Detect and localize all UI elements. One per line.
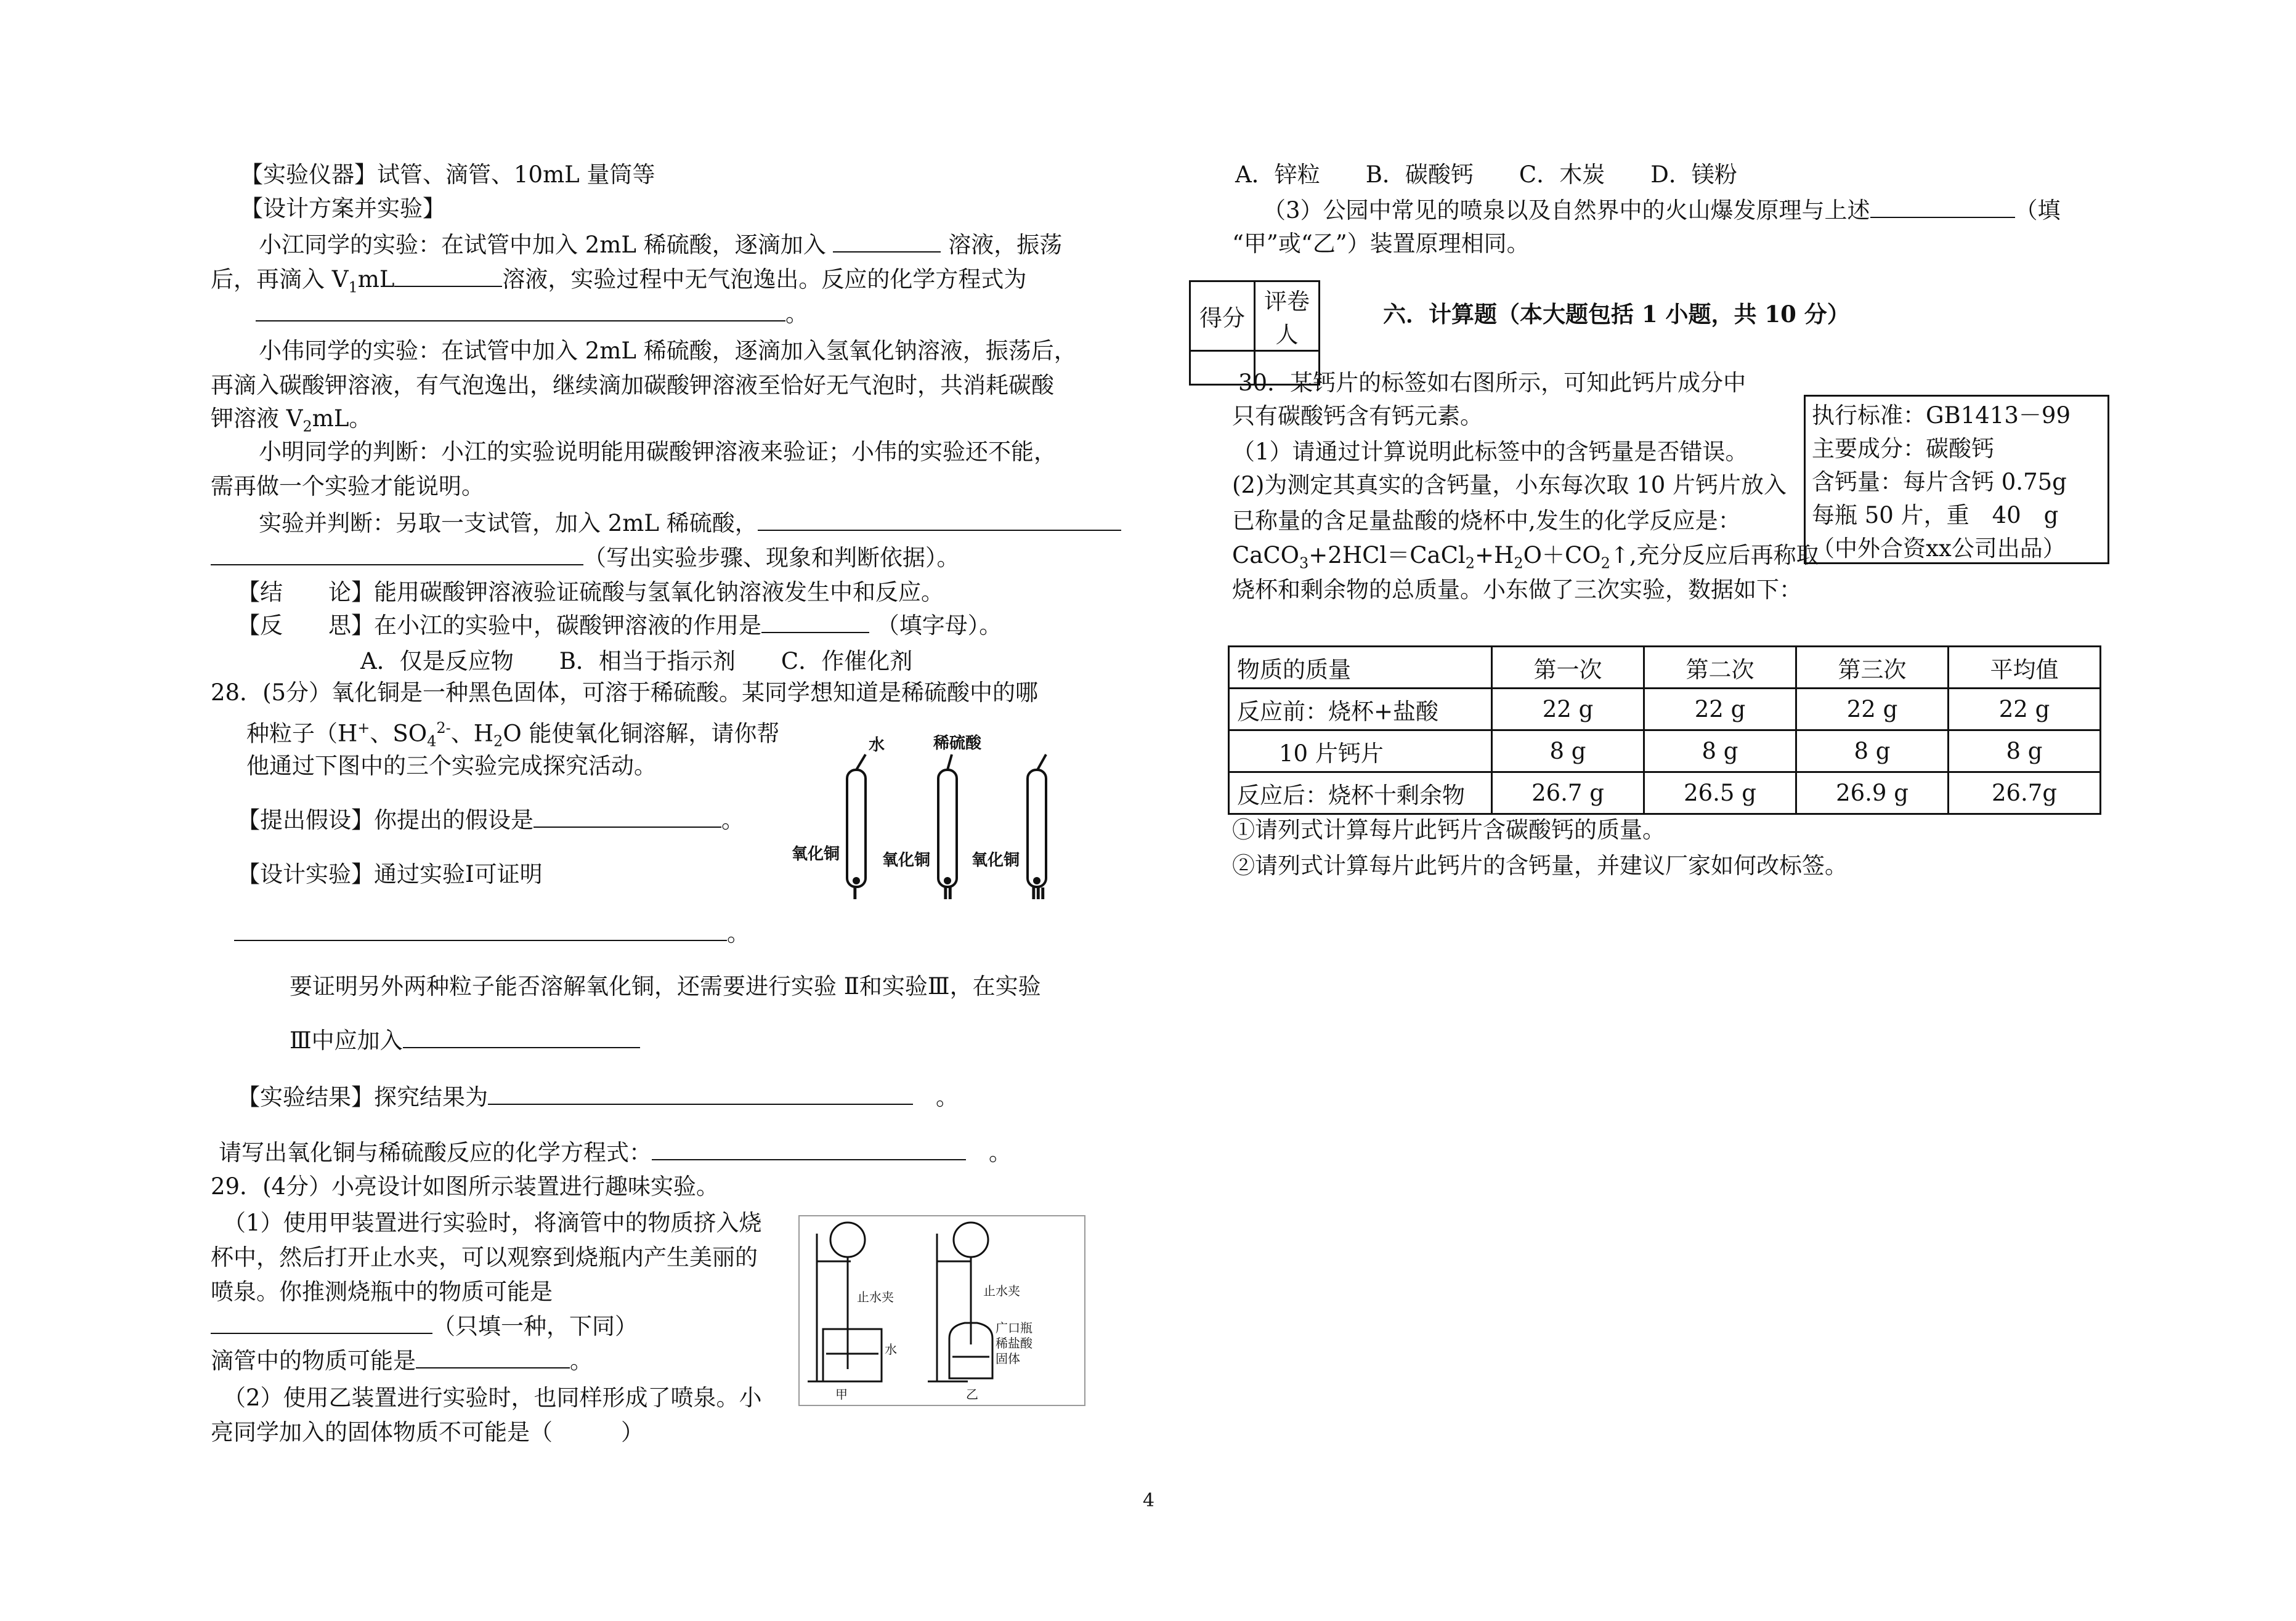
cuo-solid-1 — [853, 877, 860, 884]
calcium-label-box — [1804, 395, 2109, 564]
table-cell: 8 g — [1492, 730, 1644, 772]
exp3-line: Ⅲ中应加入 — [290, 1027, 640, 1054]
test-tube-3 — [1028, 770, 1046, 887]
design-exp-line: 【设计实验】通过实验Ⅰ可证明 — [237, 861, 543, 887]
label-cuo-1: 氧化铜 — [792, 845, 840, 863]
q30-line-3: （1）请通过计算说明此标签中的含钙量是否错误。 — [1232, 439, 1748, 465]
xiaowei-line-1: 小伟同学的实验：在试管中加入 2mL 稀硫酸，逐滴加入氢氧化钠溶液，振荡后， — [259, 338, 1077, 364]
cuo-solid-3 — [1033, 877, 1041, 884]
conclusion-line: 【结 论】能用碳酸钾溶液验证硫酸与氢氧化钠溶液发生中和反应。 — [237, 579, 944, 605]
q29-1-line-2: 杯中，然后打开止水夹，可以观察到烧瓶内产生美丽的 — [211, 1244, 758, 1271]
q29-options: A．锌粒 B．碳酸钙 C．木炭 D．镁粉 — [1235, 161, 1737, 188]
test-tube-1 — [847, 770, 866, 887]
result-line: 【实验结果】探究结果为 。 — [237, 1084, 959, 1110]
table-row — [1229, 730, 2101, 772]
table-cell: 22 g — [1644, 689, 1796, 730]
q30-line-2: 只有碳酸钙含有钙元素。 — [1232, 403, 1483, 429]
table-cell: 26.5 g — [1644, 772, 1796, 814]
answer-blank[interactable] — [533, 807, 721, 828]
label-standard: 执行标准：GB1413－99 — [1812, 402, 2071, 429]
arrow-3 — [1037, 754, 1046, 770]
answer-blank[interactable] — [758, 510, 1121, 531]
label-maker: （中外合资xx公司出品） — [1812, 535, 2066, 562]
test-tube-2 — [938, 770, 957, 887]
label-quantity: 每瓶 50 片，重 40 g — [1812, 502, 2059, 528]
answer-blank[interactable] — [416, 1348, 570, 1368]
table-cell: 反应前：烧杯+盐酸 — [1229, 689, 1492, 730]
xiaoming-line-1: 小明同学的判断：小江的实验说明能用碳酸钾溶液来验证；小伟的实验还不能， — [259, 439, 1057, 465]
table-header: 第二次 — [1644, 647, 1796, 689]
label-acid: 稀硫酸 — [933, 734, 982, 753]
page-number: 4 — [1143, 1490, 1155, 1511]
table-cell: 10 片钙片 — [1229, 730, 1492, 772]
answer-blank[interactable] — [403, 1027, 640, 1048]
design-exp-answer: 。 — [234, 920, 750, 947]
q29-1-line-1: （1）使用甲装置进行实验时，将滴管中的物质挤入烧 — [223, 1210, 762, 1236]
hypothesis-line: 【提出假设】你提出的假设是 。 — [237, 807, 744, 833]
table-header: 第一次 — [1492, 647, 1644, 689]
answer-blank[interactable] — [256, 301, 785, 321]
label-ingredient: 主要成分：碳酸钙 — [1812, 435, 1994, 462]
arrow-water — [856, 754, 866, 770]
answer-blank[interactable] — [234, 920, 727, 941]
answer-blank[interactable] — [394, 266, 502, 287]
fountain-apparatus-figure — [798, 1215, 1085, 1406]
q28-line-1: 28．(5分）氧化铜是一种黑色固体，可溶于稀硫酸。某同学想知道是稀硫酸中的哪 — [211, 679, 1039, 706]
answer-blank[interactable] — [1870, 197, 2015, 218]
answer-blank[interactable] — [652, 1139, 966, 1160]
label-exp-3: Ⅲ — [1031, 885, 1046, 899]
label-bottle: 广口瓶 — [996, 1320, 1032, 1335]
table-header-row — [1229, 647, 2101, 689]
label-jia: 甲 — [835, 1387, 848, 1402]
xiaojiang-line-2: 后，再滴入 $V_1mL$ 溶液，实验过程中无气泡逸出。反应的化学方程式为 — [211, 266, 1027, 296]
score-header: 得分 — [1190, 281, 1255, 351]
table-cell: 26.9 g — [1796, 772, 1949, 814]
xiaojiang-line-1: 小江同学的实验：在试管中加入 2mL 稀硫酸，逐滴加入 溶液，振荡 — [259, 232, 1063, 258]
cuo-solid-2 — [944, 877, 951, 884]
q30-sub-1: ①请列式计算每片此钙片含碳酸钙的质量。 — [1232, 817, 1665, 843]
table-cell: 22 g — [1796, 689, 1949, 730]
q30-line-4: (2)为测定其真实的含钙量，小东每次取 10 片钙片放入 — [1232, 472, 1787, 498]
table-cell: 22 g — [1949, 689, 2101, 730]
answer-blank[interactable] — [211, 544, 583, 565]
table-header: 第三次 — [1796, 647, 1949, 689]
q29-line: 29．(4分）小亮设计如图所示装置进行趣味实验。 — [211, 1173, 720, 1200]
label-calcium: 含钙量：每片含钙 0.75g — [1812, 469, 2067, 495]
q29-1-line-5: 滴管中的物质可能是 。 — [211, 1348, 593, 1374]
xiaowei-line-2: 再滴入碳酸钾溶液，有气泡逸出，继续滴加碳酸钾溶液至恰好无气泡时，共消耗碳酸 — [211, 372, 1054, 398]
table-cell: 26.7 g — [1492, 772, 1644, 814]
q28-line-3: 他通过下图中的三个实验完成探究活动。 — [246, 753, 657, 779]
label-exp-2: Ⅱ — [943, 885, 954, 899]
exp-2-3-line: 要证明另外两种粒子能否溶解氧化铜，还需要进行实验 Ⅱ和实验Ⅲ，在实验 — [290, 973, 1041, 1000]
flask-jia — [830, 1223, 865, 1257]
label-water: 水 — [869, 736, 885, 754]
q29-1-line-3: 喷泉。你推测烧瓶中的物质可能是 — [211, 1279, 553, 1305]
reflection-options: A．仅是反应物 B．相当于指示剂 C．作催化剂 — [360, 648, 913, 674]
test-tube-figure — [789, 727, 1084, 899]
xiaoming-line-2: 需再做一个实验才能说明。 — [211, 473, 484, 499]
answer-blank[interactable] — [833, 232, 941, 253]
table-header: 平均值 — [1949, 647, 2101, 689]
table-cell: 反应后：烧杯十剩余物 — [1229, 772, 1492, 814]
q30-line-1: 30．某钙片的标签如右图所示，可知此钙片成分中 — [1238, 370, 1746, 396]
section-6-heading: 六．计算题（本大题包括 1 小题，共 10 分） — [1383, 301, 1850, 328]
label-exp-1: Ⅰ — [852, 885, 858, 899]
table-row — [1229, 689, 2101, 730]
equipment-line: 【实验仪器】试管、滴管、10mL 量筒等 — [240, 161, 655, 188]
q30-equation-line: $CaCO_3+2HCl=CaCl_2+H_2O+CO_2↑$,充分反应后再称取 — [1232, 542, 1819, 572]
q29-1-line-4: （只填一种，下同） — [211, 1313, 638, 1340]
judge-line-2: （写出实验步骤、现象和判断依据）。 — [211, 544, 960, 572]
arrow-acid — [947, 754, 952, 770]
table-cell: 26.7g — [1949, 772, 2101, 814]
label-hcl: 稀盐酸 — [996, 1336, 1032, 1351]
table-cell: 8 g — [1949, 730, 2101, 772]
label-yi: 乙 — [966, 1387, 978, 1402]
table-row — [1229, 772, 2101, 814]
table-cell: 8 g — [1644, 730, 1796, 772]
label-solid: 固体 — [996, 1351, 1020, 1366]
cuo-equation-line: 请写出氧化铜与稀硫酸反应的化学方程式： 。 — [219, 1139, 1012, 1166]
label-clamp-2: 止水夹 — [983, 1283, 1020, 1298]
answer-blank[interactable] — [488, 1084, 913, 1105]
label-water: 水 — [885, 1342, 897, 1357]
q29-3-line-2: “甲”或“乙”）装置原理相同。 — [1232, 230, 1530, 257]
q29-2-line-1: （2）使用乙装置进行实验时，也同样形成了喷泉。小 — [223, 1385, 762, 1411]
label-cuo-3: 氧化铜 — [972, 851, 1020, 870]
experiment-data-table — [1228, 645, 2101, 815]
q29-3-line-1: （3）公园中常见的喷泉以及自然界中的火山爆发原理与上述 （填 — [1263, 197, 2061, 224]
flask-yi — [954, 1223, 988, 1257]
xiaowei-line-3: 钾溶液 $V_2mL$。 — [211, 405, 372, 435]
q30-line-5: 已称量的含足量盐酸的烧杯中,发生的化学反应是： — [1232, 507, 1741, 534]
label-cuo-2: 氧化铜 — [882, 851, 931, 870]
label-clamp-1: 止水夹 — [857, 1290, 894, 1304]
design-heading: 【设计方案并实验】 — [240, 195, 445, 222]
reflection-line: 【反 思】在小江的实验中，碳酸钾溶液的作用是 （填字母）。 — [237, 612, 1002, 639]
judge-line-1: 实验并判断：另取一支试管，加入 2mL 稀硫酸， — [259, 510, 1121, 537]
table-cell: 8 g — [1796, 730, 1949, 772]
table-header: 物质的质量 — [1229, 647, 1492, 689]
q30-line-7: 烧杯和剩余物的总质量。小东做了三次实验，数据如下： — [1232, 576, 1802, 603]
table-cell: 22 g — [1492, 689, 1644, 730]
grader-header: 评卷人 — [1255, 281, 1320, 351]
answer-blank[interactable] — [761, 612, 869, 633]
equation-line: 。 — [256, 301, 808, 328]
answer-blank[interactable] — [211, 1313, 432, 1334]
q28-line-2: 种粒子（H+、$SO_4^{2-}$、$H_2O$ 能使氧化铜溶解，请你帮 — [246, 719, 780, 750]
beaker-jia — [823, 1329, 882, 1381]
q29-2-line-2: 亮同学加入的固体物质不可能是（ ） — [211, 1419, 644, 1445]
q30-sub-2: ②请列式计算每片此钙片的含钙量，并建议厂家如何改标签。 — [1232, 852, 1848, 879]
